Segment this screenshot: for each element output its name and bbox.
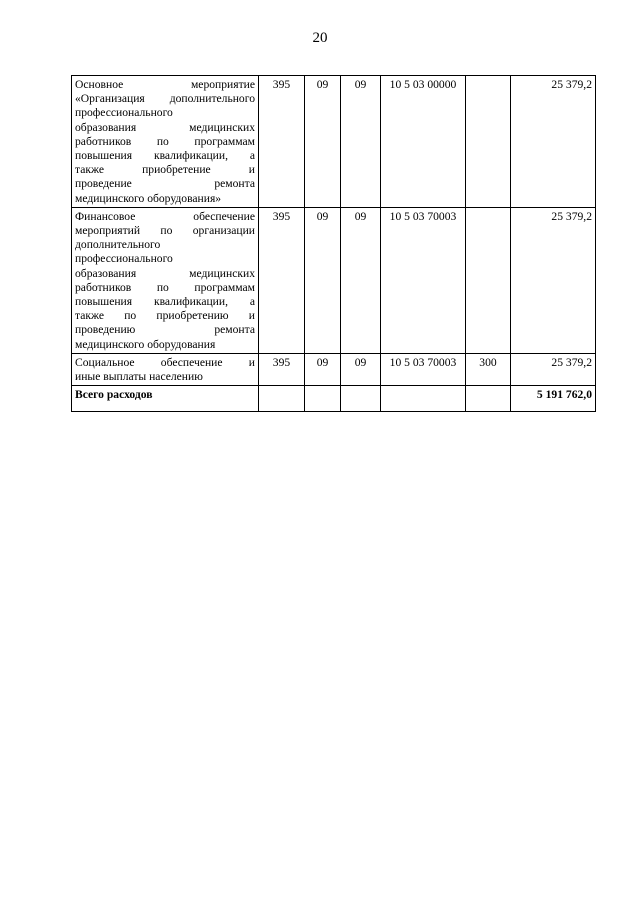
item-name-line: также по приобретению и <box>75 309 255 323</box>
expenditure-table <box>71 75 596 412</box>
item-name-line: Основное мероприятие <box>75 78 255 91</box>
subsection-code: 09 <box>341 353 381 385</box>
target-article-code: 10 5 03 70003 <box>381 207 466 353</box>
item-name-line: мероприятий по организации <box>75 224 255 238</box>
amount: 25 379,2 <box>511 76 596 208</box>
item-name-line: работников по программам <box>75 134 255 148</box>
item-name-line: профессионального <box>75 252 173 266</box>
total-rz-cell <box>305 386 341 412</box>
total-row <box>72 386 596 412</box>
expense-type-code: 300 <box>466 353 511 385</box>
item-name-line: Финансовое обеспечение <box>75 209 255 223</box>
total-vr-cell <box>466 386 511 412</box>
item-name-line: «Организация дополнительного <box>75 92 255 106</box>
target-article-code: 10 5 03 70003 <box>381 353 466 385</box>
table-body <box>72 76 596 412</box>
section-code: 09 <box>305 76 341 208</box>
subsection-code: 09 <box>341 207 381 353</box>
subsection-code: 09 <box>341 76 381 208</box>
item-name-line: также приобретение и <box>75 163 255 177</box>
item-name-line: дополнительного <box>75 238 161 252</box>
amount: 25 379,2 <box>511 207 596 353</box>
item-name-line: повышения квалификации, а <box>75 149 255 163</box>
expense-type-code <box>466 76 511 208</box>
table-row <box>72 76 596 208</box>
item-name-line: образования медицинских <box>75 266 255 280</box>
grbs-code: 395 <box>259 353 305 385</box>
amount: 25 379,2 <box>511 353 596 385</box>
target-article-code: 10 5 03 00000 <box>381 76 466 208</box>
expense-type-code <box>466 207 511 353</box>
item-name-line: проведению ремонта <box>75 323 255 337</box>
total-label: Всего расходов <box>72 386 259 412</box>
section-code: 09 <box>305 353 341 385</box>
item-name-line: медицинского оборудования» <box>75 191 222 205</box>
item-name-line: иные выплаты населению <box>75 370 203 384</box>
item-name <box>72 353 259 385</box>
total-pr-cell <box>341 386 381 412</box>
table-row <box>72 353 596 385</box>
item-name <box>72 207 259 353</box>
section-code: 09 <box>305 207 341 353</box>
item-name-line: проведение ремонта <box>75 177 255 191</box>
total-sum: 5 191 762,0 <box>511 386 596 412</box>
grbs-code: 395 <box>259 207 305 353</box>
item-name-line: работников по программам <box>75 280 255 294</box>
grbs-code: 395 <box>259 76 305 208</box>
item-name-line: Социальное обеспечение и <box>75 355 255 369</box>
page-number: 20 <box>312 30 328 46</box>
total-csr-cell <box>381 386 466 412</box>
item-name-line: медицинского оборудования <box>75 337 216 351</box>
item-name <box>72 76 259 208</box>
item-name-line: образования медицинских <box>75 120 255 134</box>
item-name-line: повышения квалификации, а <box>75 295 255 309</box>
table-row <box>72 207 596 353</box>
total-grbs-cell <box>259 386 305 412</box>
item-name-line: профессионального <box>75 106 173 120</box>
